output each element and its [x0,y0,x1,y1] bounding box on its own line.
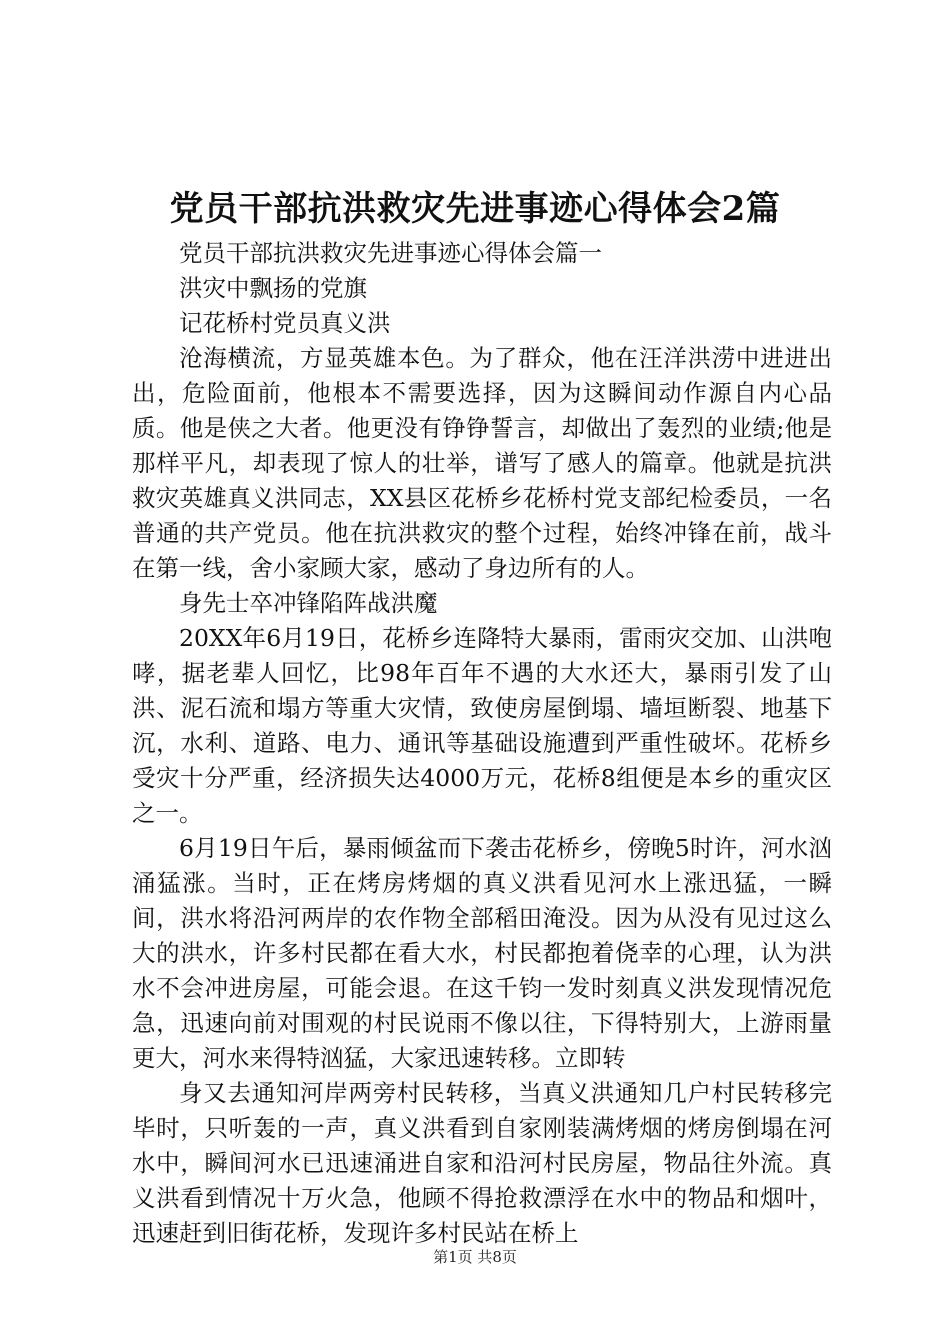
article-subtitle: 记花桥村党员真义洪 [179,309,391,337]
body-paragraph: 沧海横流，方显英雄本色。为了群众，他在汪洋洪涝中进进出出，危险面前，他根本不需要选择，因为这瞬间动作源自内心品质。他是侠之大者。他更没有铮铮誓言，却做出了轰烈的业绩;他是那样平凡，却表现了惊人的壮举，谱写了感人的篇章。他就是抗洪救灾英雄真义洪同志，XX县区花桥乡花桥村党支部纪检委员，一名普通的共产党员。他在抗洪救灾的整个过程，始终冲锋在前，战斗在第一线，舍小家顾大家，感动了身边所有的人。 [132,344,832,582]
page-footer: 第1页 共8页 [433,1248,517,1266]
subsection-heading: 身先士卒冲锋陷阵战洪魔 [179,589,438,617]
article-title: 洪灾中飘扬的党旗 [179,274,367,302]
body-paragraph: 20XX年6月19日，花桥乡连降特大暴雨，雷雨灾交加、山洪咆哮，据老辈人回忆，比98年百年不遇的大水还大，暴雨引发了山洪、泥石流和塌方等重大灾情，致使房屋倒塌、墙垣断裂、地基下沉，水利、道路、电力、通讯等基础设施遭到严重性破坏。花桥乡受灾十分严重，经济损失达4000万元，花桥8组便是本乡的重灾区之一。 [132,624,832,827]
document-title: 党员干部抗洪救灾先进事迹心得体会2篇 [169,189,781,229]
section-heading: 党员干部抗洪救灾先进事迹心得体会篇一 [179,239,602,267]
document-body [132,236,832,1251]
body-paragraph: 身又去通知河岸两旁村民转移，当真义洪通知几户村民转移完毕时，只听轰的一声，真义洪看到自家刚装满烤烟的烤房倒塌在河水中，瞬间河水已迅速涌进自家和沿河村民房屋，物品往外流。真义洪看到情况十万火急，他顾不得抢救漂浮在水中的物品和烟叶，迅速赶到旧街花桥，发现许多村民站在桥上 [132,1079,832,1247]
body-paragraph: 6月19日午后，暴雨倾盆而下袭击花桥乡，傍晚5时许，河水汹涌猛涨。当时，正在烤房烤烟的真义洪看见河水上涨迅猛，一瞬间，洪水将沿河两岸的农作物全部稻田淹没。因为从没有见过这么大的洪水，许多村民都在看大水，村民都抱着侥幸的心理，认为洪水不会冲进房屋，可能会退。在这千钧一发时刻真义洪发现情况危急，迅速向前对围观的村民说雨不像以往，下得特别大，上游雨量更大，河水来得特汹猛，大家迅速转移。立即转 [132,834,832,1072]
